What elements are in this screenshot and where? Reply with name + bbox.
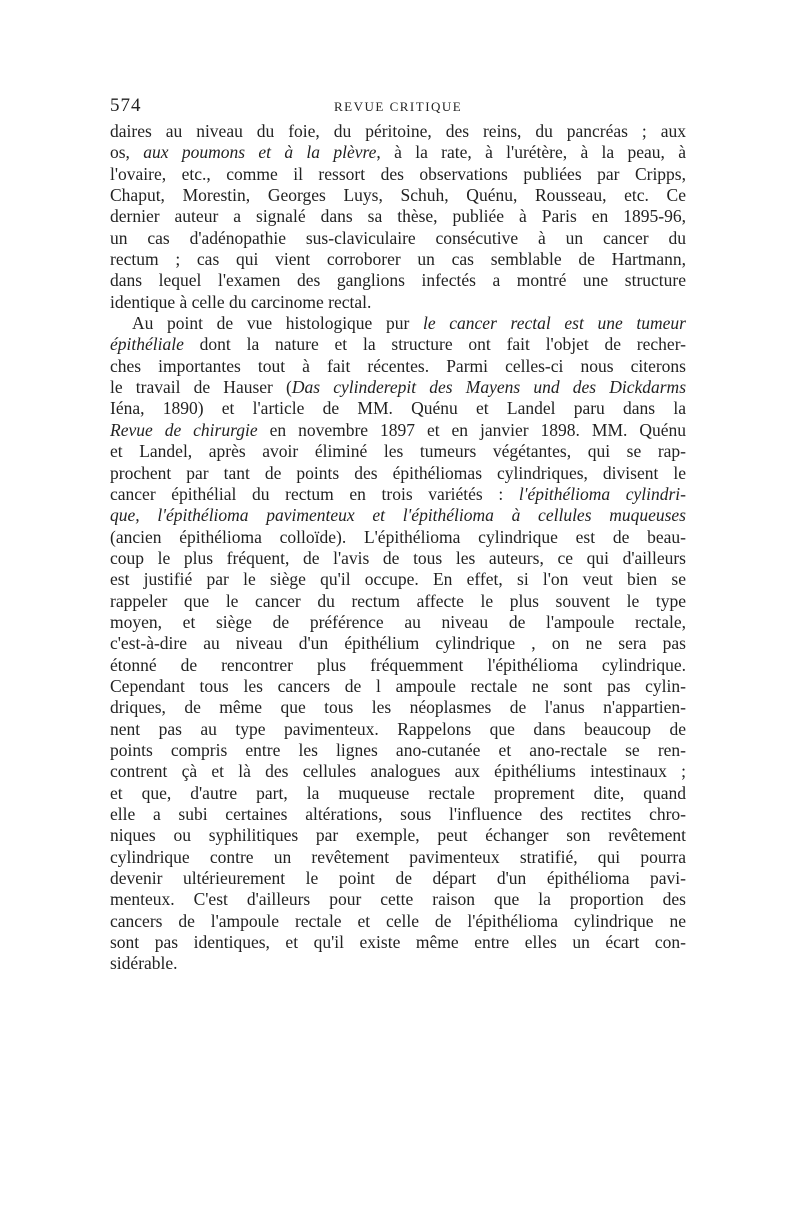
text-line xyxy=(106,847,686,868)
text-segment: et Landel, après avoir éliminé les tumeurs végétantes, qui se rap- xyxy=(110,441,686,462)
text-line xyxy=(106,697,686,718)
text-line xyxy=(106,463,686,484)
page-header xyxy=(106,95,686,121)
text-segment: identique à celle du carcinome rectal. xyxy=(110,291,372,312)
text-line xyxy=(106,676,686,697)
text-line xyxy=(106,932,686,953)
text-line xyxy=(106,527,686,548)
italic-text-segment: l'épithélioma cylindri- xyxy=(518,483,686,504)
text-segment: (ancien épithélioma colloïde). L'épithélioma cylindrique est de beau- xyxy=(110,526,686,547)
text-segment: rectum ; cas qui vient corroborer un cas semblable de Hartmann, xyxy=(110,249,686,270)
text-line xyxy=(106,270,686,291)
text-line xyxy=(106,313,686,334)
text-line xyxy=(106,655,686,676)
text-line xyxy=(106,783,686,804)
text-line xyxy=(106,719,686,740)
text-segment: points compris entre les lignes ano-cutanée et ano-rectale se ren- xyxy=(110,739,686,760)
text-line xyxy=(106,142,686,163)
text-segment: os, xyxy=(110,142,144,163)
text-segment: daires au niveau du foie, du péritoine, des reins, du pancréas ; aux xyxy=(110,121,686,141)
text-line xyxy=(106,761,686,782)
text-segment: et que, d'autre part, la muqueuse rectale proprement dite, quand xyxy=(110,782,686,803)
italic-text-segment: aux poumons et à la plèvre xyxy=(143,142,377,163)
text-line xyxy=(106,164,686,185)
text-line xyxy=(106,633,686,654)
text-line xyxy=(106,548,686,569)
text-line xyxy=(106,292,686,313)
italic-text-segment: que, l'épithélioma pavimenteux et l'épithélioma à cellules muqueuses xyxy=(110,505,686,526)
text-segment: devenir ultérieurement le point de départ d'un épithélioma pavi- xyxy=(110,868,686,889)
text-segment: , à la rate, à l'urétère, à la peau, à xyxy=(376,142,686,163)
text-line xyxy=(106,441,686,462)
text-line xyxy=(106,420,686,441)
text-segment: en novembre 1897 et en janvier 1898. MM. Quénu xyxy=(257,419,686,440)
text-line xyxy=(106,889,686,910)
text-line xyxy=(106,356,686,377)
text-line xyxy=(106,591,686,612)
text-segment: un cas d'adénopathie sus-claviculaire consécutive à un cancer du xyxy=(110,227,686,248)
text-segment: rappeler que le cancer du rectum affecte le plus souvent le type xyxy=(110,590,686,611)
body-text xyxy=(106,121,686,975)
text-line xyxy=(106,377,686,398)
text-line xyxy=(106,334,686,355)
text-segment: contrent çà et là des cellules analogues aux épithéliums intestinaux ; xyxy=(110,761,686,782)
text-line xyxy=(106,825,686,846)
text-line xyxy=(106,868,686,889)
running-title: REVUE CRITIQUE xyxy=(334,99,463,114)
text-segment: moyen, et siège de préférence au niveau de l'ampoule rectale, xyxy=(110,611,686,632)
text-line xyxy=(106,804,686,825)
text-segment: niques ou syphilitiques par exemple, peut échanger son revêtement xyxy=(110,825,686,846)
page-number: 574 xyxy=(110,95,142,116)
text-line xyxy=(106,206,686,227)
text-segment: est justifié par le siège qu'il occupe. En effet, si l'on veut bien se xyxy=(110,569,686,590)
text-segment: Chaput, Morestin, Georges Luys, Schuh, Quénu, Rousseau, etc. Ce xyxy=(110,185,686,206)
text-segment: prochent par tant de points des épithéliomas cylindriques, divisent le xyxy=(110,462,686,483)
text-line xyxy=(106,953,686,974)
text-segment: l'ovaire, etc., comme il ressort des observations publiées par Cripps, xyxy=(110,163,686,184)
text-segment: menteux. C'est d'ailleurs pour cette raison que la proportion des xyxy=(110,889,686,910)
text-segment: Iéna, 1890) et l'article de MM. Quénu et Landel paru dans la xyxy=(110,398,686,419)
text-line xyxy=(106,911,686,932)
text-segment: étonné de rencontrer plus fréquemment l'épithélioma cylindrique. xyxy=(110,654,686,675)
text-segment: nent pas au type pavimenteux. Rappelons que dans beaucoup de xyxy=(110,718,686,739)
text-segment: ches importantes tout à fait récentes. Parmi celles-ci nous citerons xyxy=(110,355,686,376)
text-line xyxy=(106,398,686,419)
text-segment: dont la nature et la structure ont fait l'objet de recher- xyxy=(183,334,686,355)
text-segment: le travail de Hauser ( xyxy=(110,377,292,398)
text-segment: sont pas identiques, et qu'il existe même entre elles un écart con- xyxy=(110,932,686,953)
text-line xyxy=(106,612,686,633)
text-segment: sidérable. xyxy=(110,953,178,974)
italic-text-segment: épithéliale xyxy=(110,334,184,355)
text-line xyxy=(106,505,686,526)
text-line xyxy=(106,185,686,206)
text-segment: cancer épithélial du rectum en trois variétés : xyxy=(110,483,519,504)
text-segment: Cependant tous les cancers de l ampoule rectale ne sont pas cylin- xyxy=(110,675,686,696)
text-segment: c'est-à-dire au niveau d'un épithélium cylindrique , on ne sera pas xyxy=(110,633,686,654)
italic-text-segment: Das cylinderepit des Mayens und des Dickdarms xyxy=(291,377,687,398)
text-segment: Au point de vue histologique pur xyxy=(132,313,423,334)
text-segment: cancers de l'ampoule rectale et celle de l'épithélioma cylindrique ne xyxy=(110,910,686,931)
text-line xyxy=(106,121,686,142)
text-line xyxy=(106,569,686,590)
text-line xyxy=(106,484,686,505)
text-line xyxy=(106,228,686,249)
text-segment: elle a subi certaines altérations, sous l'influence des rectites chro- xyxy=(110,804,686,824)
text-segment: dernier auteur a signalé dans sa thèse, publiée à Paris en 1895-96, xyxy=(110,206,686,227)
text-line xyxy=(106,740,686,761)
text-segment: driques, de même que tous les néoplasmes de l'anus n'appartien- xyxy=(110,697,686,718)
text-line xyxy=(106,249,686,270)
text-segment: dans lequel l'examen des ganglions infectés a montré une structure xyxy=(110,270,686,291)
text-segment: cylindrique contre un revêtement pavimenteux stratifié, qui pourra xyxy=(110,846,686,867)
italic-text-segment: Revue de chirurgie xyxy=(110,419,258,440)
book-page xyxy=(106,95,686,975)
text-segment: coup le plus fréquent, de l'avis de tous les auteurs, ce qui d'ailleurs xyxy=(110,547,686,568)
italic-text-segment: le cancer rectal est une tumeur xyxy=(422,313,686,334)
